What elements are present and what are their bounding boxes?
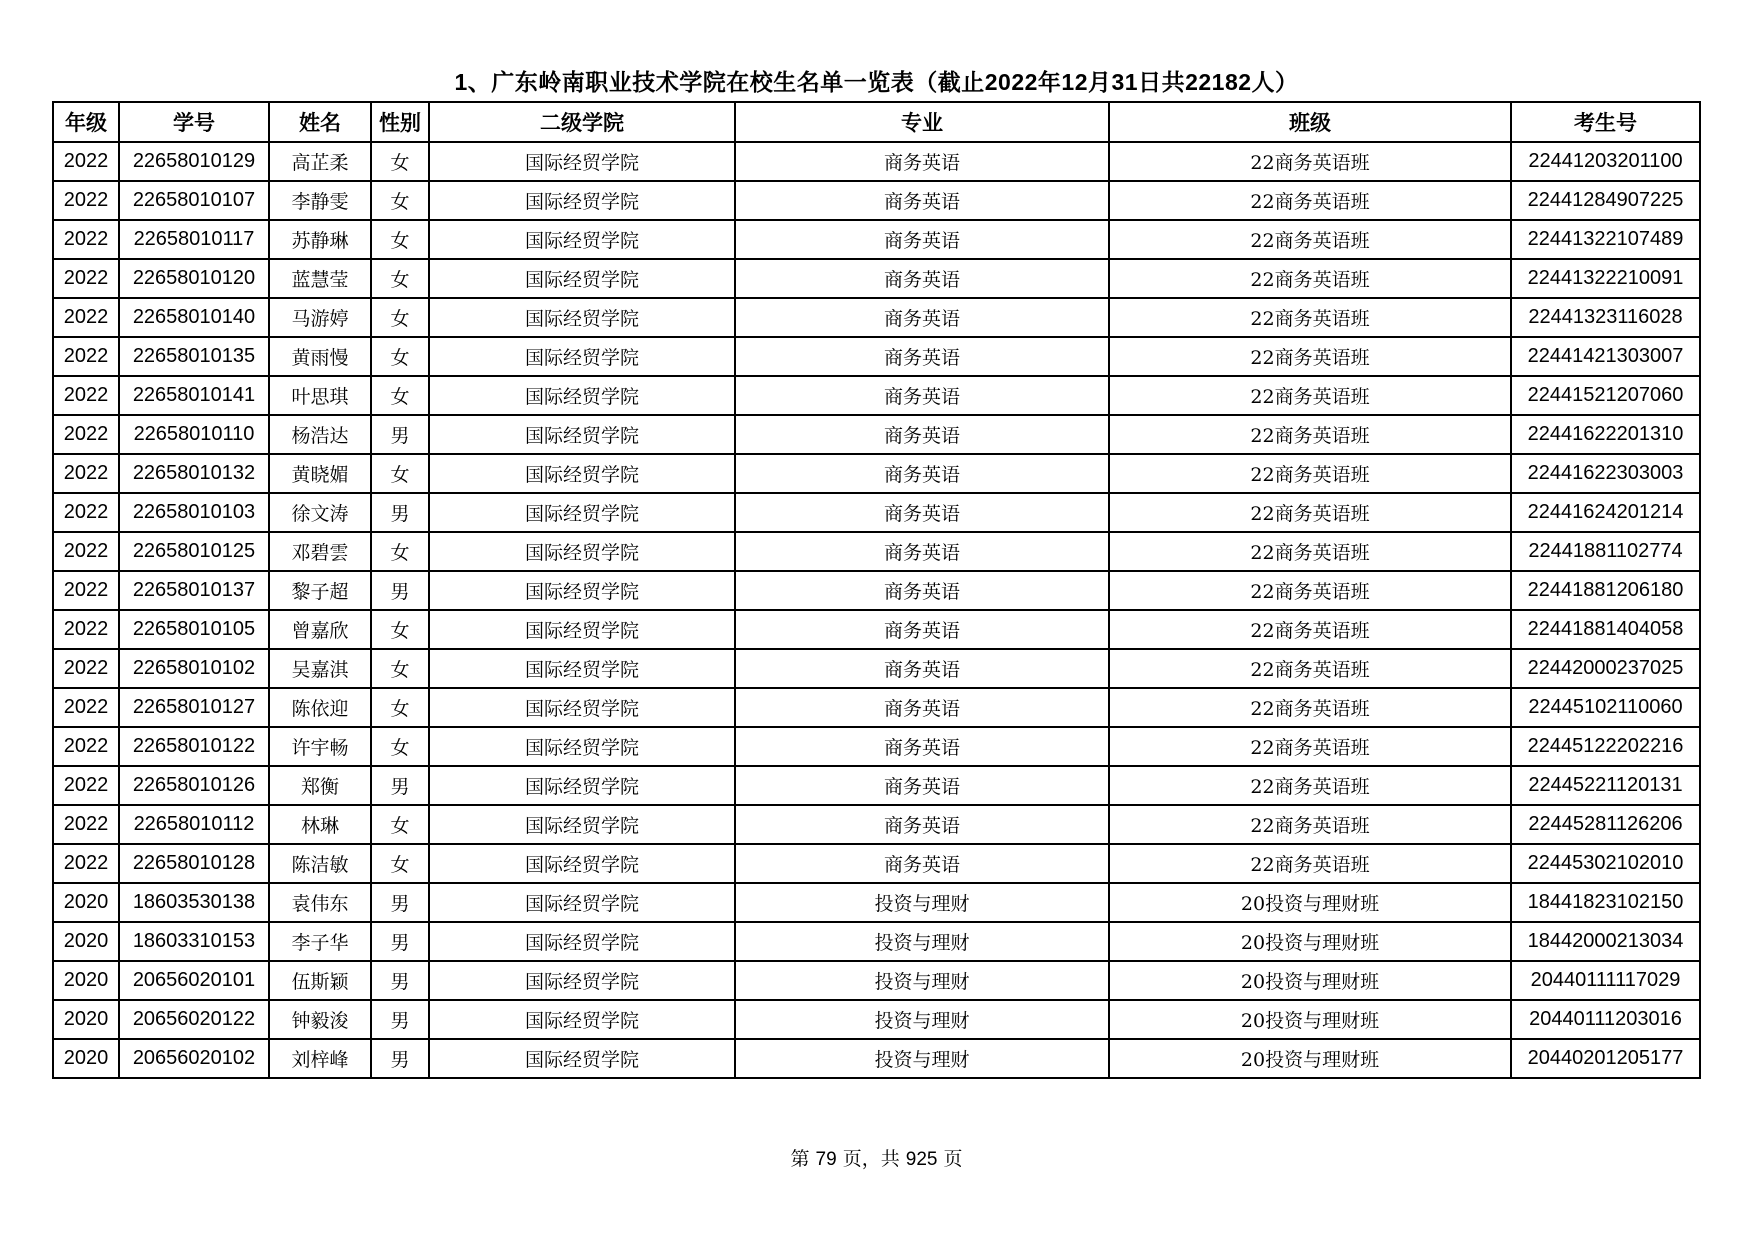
cell-major: 商务英语	[735, 727, 1109, 766]
cell-name: 刘梓峰	[269, 1039, 371, 1078]
cell-exam-number: 18442000213034	[1511, 922, 1700, 961]
cell-major: 商务英语	[735, 571, 1109, 610]
table-row	[53, 298, 1700, 337]
cell-grade: 2022	[53, 415, 119, 454]
column-header-major: 专业	[735, 102, 1109, 142]
cell-student-id: 22658010107	[119, 181, 269, 220]
table-row	[53, 181, 1700, 220]
cell-college: 国际经贸学院	[429, 337, 735, 376]
cell-gender: 女	[371, 298, 429, 337]
cell-exam-number: 22441203201100	[1511, 142, 1700, 181]
cell-exam-number: 22441322107489	[1511, 220, 1700, 259]
table-row	[53, 922, 1700, 961]
cell-major: 商务英语	[735, 142, 1109, 181]
cell-exam-number: 22441622201310	[1511, 415, 1700, 454]
cell-gender: 男	[371, 1000, 429, 1039]
cell-name: 吴嘉淇	[269, 649, 371, 688]
cell-grade: 2022	[53, 220, 119, 259]
page-title: 1、广东岭南职业技术学院在校生名单一览表（截止2022年12月31日共22182人）	[454, 69, 1299, 95]
cell-major: 投资与理财	[735, 922, 1109, 961]
cell-exam-number: 22441622303003	[1511, 454, 1700, 493]
cell-exam-number: 22445221120131	[1511, 766, 1700, 805]
cell-class: 20投资与理财班	[1109, 1039, 1511, 1078]
cell-gender: 男	[371, 571, 429, 610]
cell-name: 邓碧雲	[269, 532, 371, 571]
cell-name: 袁伟东	[269, 883, 371, 922]
cell-student-id: 22658010112	[119, 805, 269, 844]
cell-college: 国际经贸学院	[429, 220, 735, 259]
cell-name: 叶思琪	[269, 376, 371, 415]
cell-gender: 男	[371, 961, 429, 1000]
cell-major: 商务英语	[735, 454, 1109, 493]
cell-college: 国际经贸学院	[429, 571, 735, 610]
cell-major: 商务英语	[735, 610, 1109, 649]
cell-class: 22商务英语班	[1109, 415, 1511, 454]
cell-college: 国际经贸学院	[429, 298, 735, 337]
table-row	[53, 571, 1700, 610]
table-row	[53, 1039, 1700, 1078]
cell-gender: 男	[371, 883, 429, 922]
cell-student-id: 22658010132	[119, 454, 269, 493]
table-row	[53, 805, 1700, 844]
cell-exam-number: 22441521207060	[1511, 376, 1700, 415]
cell-gender: 女	[371, 220, 429, 259]
cell-major: 商务英语	[735, 649, 1109, 688]
cell-class: 22商务英语班	[1109, 766, 1511, 805]
table-row	[53, 454, 1700, 493]
cell-gender: 女	[371, 181, 429, 220]
cell-name: 黄雨慢	[269, 337, 371, 376]
cell-major: 商务英语	[735, 766, 1109, 805]
footer-prefix: 第	[790, 1148, 810, 1170]
cell-college: 国际经贸学院	[429, 376, 735, 415]
cell-name: 蓝慧莹	[269, 259, 371, 298]
table-row	[53, 532, 1700, 571]
cell-major: 商务英语	[735, 805, 1109, 844]
cell-major: 商务英语	[735, 220, 1109, 259]
cell-gender: 男	[371, 922, 429, 961]
cell-major: 投资与理财	[735, 1039, 1109, 1078]
cell-college: 国际经贸学院	[429, 766, 735, 805]
table-row	[53, 727, 1700, 766]
cell-class: 22商务英语班	[1109, 181, 1511, 220]
cell-college: 国际经贸学院	[429, 181, 735, 220]
cell-name: 曾嘉欣	[269, 610, 371, 649]
cell-exam-number: 20440111203016	[1511, 1000, 1700, 1039]
table-row	[53, 337, 1700, 376]
cell-class: 22商务英语班	[1109, 844, 1511, 883]
cell-grade: 2022	[53, 805, 119, 844]
cell-grade: 2020	[53, 883, 119, 922]
cell-gender: 女	[371, 805, 429, 844]
cell-grade: 2022	[53, 688, 119, 727]
cell-major: 商务英语	[735, 844, 1109, 883]
cell-class: 22商务英语班	[1109, 376, 1511, 415]
cell-grade: 2022	[53, 142, 119, 181]
table-row	[53, 493, 1700, 532]
cell-gender: 女	[371, 337, 429, 376]
cell-grade: 2022	[53, 181, 119, 220]
cell-major: 投资与理财	[735, 1000, 1109, 1039]
cell-exam-number: 22441624201214	[1511, 493, 1700, 532]
cell-class: 22商务英语班	[1109, 649, 1511, 688]
cell-student-id: 22658010102	[119, 649, 269, 688]
cell-class: 22商务英语班	[1109, 571, 1511, 610]
cell-class: 22商务英语班	[1109, 454, 1511, 493]
cell-gender: 男	[371, 493, 429, 532]
cell-college: 国际经贸学院	[429, 454, 735, 493]
cell-student-id: 22658010129	[119, 142, 269, 181]
column-header-gender: 性别	[371, 102, 429, 142]
page-footer	[0, 1144, 1753, 1171]
table-row	[53, 610, 1700, 649]
table-row	[53, 961, 1700, 1000]
total-pages: 925	[905, 1149, 938, 1170]
cell-class: 20投资与理财班	[1109, 883, 1511, 922]
table-row	[53, 688, 1700, 727]
cell-name: 马游婷	[269, 298, 371, 337]
column-header-grade: 年级	[53, 102, 119, 142]
table-row	[53, 415, 1700, 454]
cell-grade: 2022	[53, 454, 119, 493]
cell-name: 黎子超	[269, 571, 371, 610]
column-header-exam-number: 考生号	[1511, 102, 1700, 142]
cell-name: 伍斯颖	[269, 961, 371, 1000]
cell-exam-number: 22442000237025	[1511, 649, 1700, 688]
table-row	[53, 766, 1700, 805]
table-row	[53, 1000, 1700, 1039]
cell-gender: 男	[371, 1039, 429, 1078]
cell-class: 22商务英语班	[1109, 688, 1511, 727]
cell-college: 国际经贸学院	[429, 688, 735, 727]
cell-name: 杨浩达	[269, 415, 371, 454]
cell-exam-number: 22441284907225	[1511, 181, 1700, 220]
cell-grade: 2022	[53, 844, 119, 883]
cell-grade: 2022	[53, 493, 119, 532]
cell-gender: 女	[371, 376, 429, 415]
cell-name: 陈洁敏	[269, 844, 371, 883]
cell-name: 苏静琳	[269, 220, 371, 259]
cell-name: 钟毅浚	[269, 1000, 371, 1039]
cell-class: 20投资与理财班	[1109, 961, 1511, 1000]
cell-name: 陈依迎	[269, 688, 371, 727]
table-header-row	[53, 102, 1700, 142]
table-row	[53, 259, 1700, 298]
cell-student-id: 22658010125	[119, 532, 269, 571]
column-header-student-id: 学号	[119, 102, 269, 142]
cell-exam-number: 22445102110060	[1511, 688, 1700, 727]
cell-class: 20投资与理财班	[1109, 922, 1511, 961]
cell-gender: 女	[371, 259, 429, 298]
cell-college: 国际经贸学院	[429, 1039, 735, 1078]
cell-student-id: 22658010105	[119, 610, 269, 649]
cell-exam-number: 22445281126206	[1511, 805, 1700, 844]
cell-name: 李静雯	[269, 181, 371, 220]
cell-college: 国际经贸学院	[429, 649, 735, 688]
cell-grade: 2022	[53, 259, 119, 298]
cell-college: 国际经贸学院	[429, 805, 735, 844]
cell-class: 22商务英语班	[1109, 142, 1511, 181]
cell-student-id: 20656020102	[119, 1039, 269, 1078]
cell-student-id: 22658010128	[119, 844, 269, 883]
student-roster-table	[52, 101, 1701, 1079]
cell-student-id: 22658010141	[119, 376, 269, 415]
cell-major: 投资与理财	[735, 961, 1109, 1000]
column-header-class: 班级	[1109, 102, 1511, 142]
column-header-college: 二级学院	[429, 102, 735, 142]
cell-grade: 2022	[53, 727, 119, 766]
cell-student-id: 22658010126	[119, 766, 269, 805]
cell-student-id: 22658010117	[119, 220, 269, 259]
cell-class: 22商务英语班	[1109, 220, 1511, 259]
cell-exam-number: 22441881404058	[1511, 610, 1700, 649]
cell-exam-number: 22441323116028	[1511, 298, 1700, 337]
cell-exam-number: 22445122202216	[1511, 727, 1700, 766]
cell-class: 20投资与理财班	[1109, 1000, 1511, 1039]
current-page-number: 79	[815, 1149, 837, 1170]
cell-student-id: 22658010135	[119, 337, 269, 376]
cell-student-id: 22658010110	[119, 415, 269, 454]
cell-student-id: 20656020122	[119, 1000, 269, 1039]
cell-student-id: 22658010140	[119, 298, 269, 337]
table-row	[53, 844, 1700, 883]
cell-name: 许宇畅	[269, 727, 371, 766]
cell-major: 商务英语	[735, 532, 1109, 571]
cell-gender: 女	[371, 454, 429, 493]
cell-student-id: 22658010120	[119, 259, 269, 298]
cell-student-id: 18603530138	[119, 883, 269, 922]
cell-college: 国际经贸学院	[429, 259, 735, 298]
cell-college: 国际经贸学院	[429, 415, 735, 454]
cell-college: 国际经贸学院	[429, 610, 735, 649]
cell-exam-number: 22445302102010	[1511, 844, 1700, 883]
cell-class: 22商务英语班	[1109, 298, 1511, 337]
cell-name: 高芷柔	[269, 142, 371, 181]
cell-name: 黄晓媚	[269, 454, 371, 493]
cell-exam-number: 22441421303007	[1511, 337, 1700, 376]
cell-major: 商务英语	[735, 688, 1109, 727]
cell-gender: 女	[371, 649, 429, 688]
cell-grade: 2022	[53, 571, 119, 610]
table-row	[53, 142, 1700, 181]
cell-student-id: 18603310153	[119, 922, 269, 961]
cell-grade: 2020	[53, 961, 119, 1000]
table-row	[53, 883, 1700, 922]
cell-class: 22商务英语班	[1109, 610, 1511, 649]
cell-college: 国际经贸学院	[429, 922, 735, 961]
cell-college: 国际经贸学院	[429, 493, 735, 532]
table-row	[53, 649, 1700, 688]
cell-class: 22商务英语班	[1109, 532, 1511, 571]
cell-college: 国际经贸学院	[429, 1000, 735, 1039]
cell-name: 林琳	[269, 805, 371, 844]
cell-grade: 2022	[53, 337, 119, 376]
cell-major: 商务英语	[735, 493, 1109, 532]
cell-grade: 2022	[53, 532, 119, 571]
cell-grade: 2020	[53, 1000, 119, 1039]
cell-exam-number: 22441881206180	[1511, 571, 1700, 610]
cell-gender: 男	[371, 766, 429, 805]
cell-grade: 2022	[53, 376, 119, 415]
cell-gender: 女	[371, 727, 429, 766]
cell-gender: 女	[371, 688, 429, 727]
cell-grade: 2020	[53, 922, 119, 961]
cell-exam-number: 18441823102150	[1511, 883, 1700, 922]
footer-mid: 页，共	[842, 1148, 900, 1170]
cell-exam-number: 22441322210091	[1511, 259, 1700, 298]
cell-major: 商务英语	[735, 298, 1109, 337]
cell-college: 国际经贸学院	[429, 883, 735, 922]
cell-class: 22商务英语班	[1109, 805, 1511, 844]
cell-grade: 2022	[53, 610, 119, 649]
cell-gender: 女	[371, 844, 429, 883]
cell-grade: 2022	[53, 649, 119, 688]
cell-major: 商务英语	[735, 181, 1109, 220]
cell-class: 22商务英语班	[1109, 727, 1511, 766]
table-row	[53, 220, 1700, 259]
cell-major: 投资与理财	[735, 883, 1109, 922]
cell-exam-number: 22441881102774	[1511, 532, 1700, 571]
cell-gender: 女	[371, 532, 429, 571]
cell-gender: 女	[371, 610, 429, 649]
cell-name: 郑衡	[269, 766, 371, 805]
cell-class: 22商务英语班	[1109, 337, 1511, 376]
cell-class: 22商务英语班	[1109, 493, 1511, 532]
cell-major: 商务英语	[735, 259, 1109, 298]
cell-major: 商务英语	[735, 337, 1109, 376]
footer-suffix: 页	[943, 1148, 963, 1170]
cell-major: 商务英语	[735, 415, 1109, 454]
cell-student-id: 20656020101	[119, 961, 269, 1000]
cell-gender: 男	[371, 415, 429, 454]
cell-college: 国际经贸学院	[429, 142, 735, 181]
cell-college: 国际经贸学院	[429, 532, 735, 571]
cell-student-id: 22658010103	[119, 493, 269, 532]
table-body	[53, 142, 1700, 1078]
cell-major: 商务英语	[735, 376, 1109, 415]
table-row	[53, 376, 1700, 415]
column-header-name: 姓名	[269, 102, 371, 142]
cell-grade: 2020	[53, 1039, 119, 1078]
cell-grade: 2022	[53, 766, 119, 805]
cell-exam-number: 20440111117029	[1511, 961, 1700, 1000]
cell-student-id: 22658010127	[119, 688, 269, 727]
cell-gender: 女	[371, 142, 429, 181]
cell-student-id: 22658010122	[119, 727, 269, 766]
cell-exam-number: 20440201205177	[1511, 1039, 1700, 1078]
cell-college: 国际经贸学院	[429, 844, 735, 883]
cell-college: 国际经贸学院	[429, 961, 735, 1000]
cell-name: 徐文涛	[269, 493, 371, 532]
cell-class: 22商务英语班	[1109, 259, 1511, 298]
cell-grade: 2022	[53, 298, 119, 337]
cell-college: 国际经贸学院	[429, 727, 735, 766]
cell-name: 李子华	[269, 922, 371, 961]
cell-student-id: 22658010137	[119, 571, 269, 610]
